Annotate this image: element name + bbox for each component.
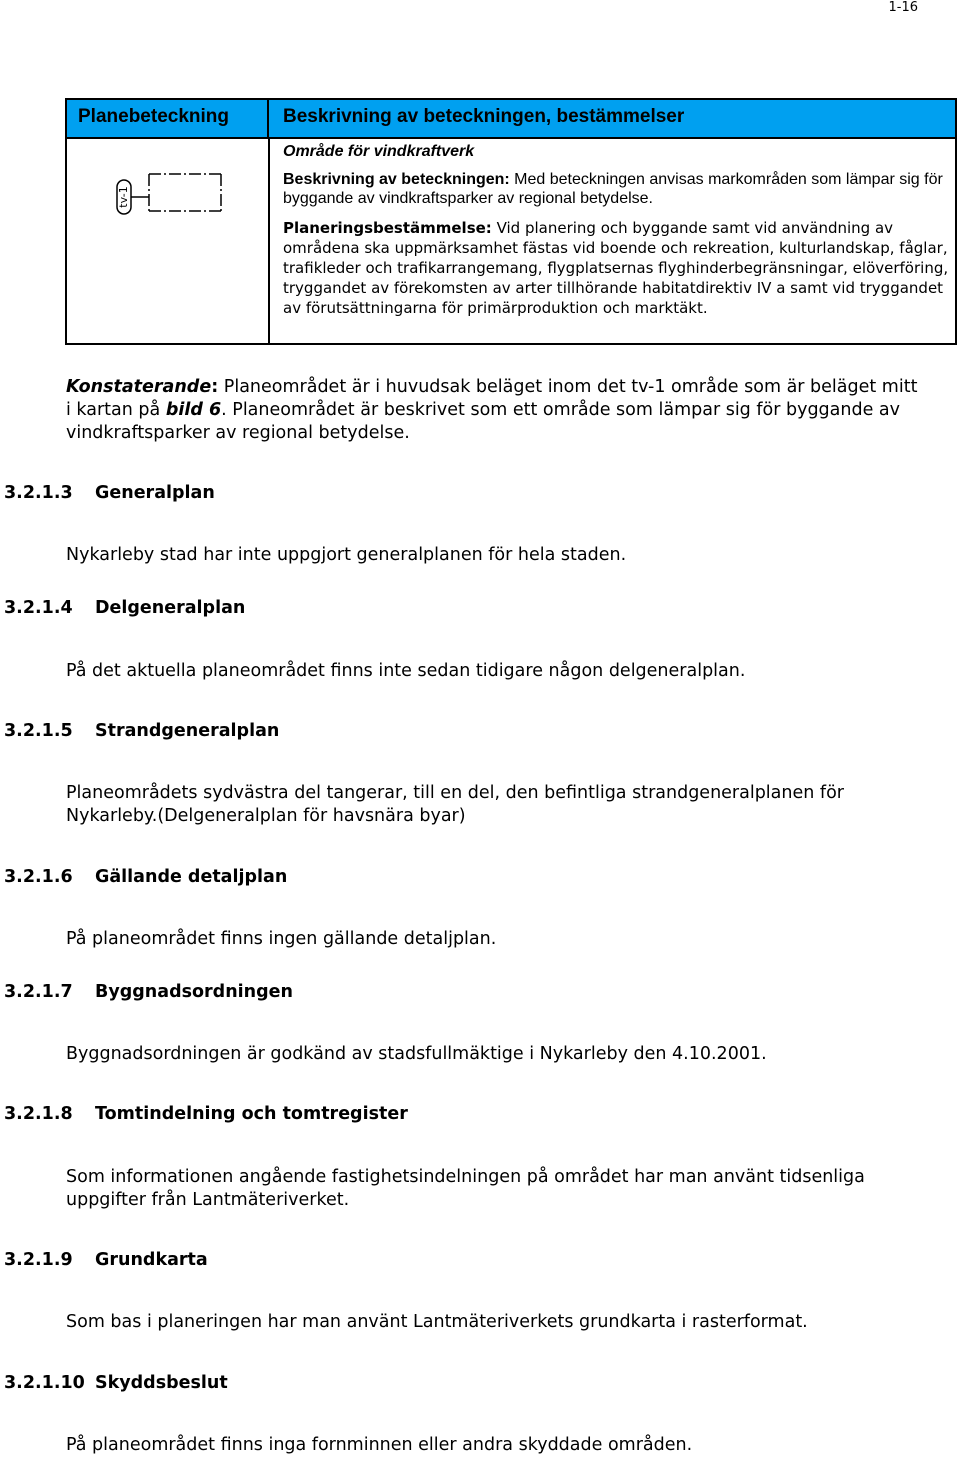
header-divider [67,137,955,139]
section-text: Som informationen angående fastighetsindelningen på området har man använt tidsenliga uppgifter från Lantmäteriverket. [66,1167,865,1210]
table-header-description: Beskrivning av beteckningen, bestämmelser [269,100,955,138]
section-text: Byggnadsordningen är godkänd av stadsfullmäktige i Nykarleby den 4.10.2001. [66,1044,767,1064]
section-text: På planeområdet finns ingen gällande detaljplan. [66,929,497,949]
section-text: Planeområdets sydvästra del tangerar, till en del, den befintliga strandgeneralplanen för Nykarleby.(Delgeneralplan för havsnära byar) [66,783,844,826]
section-heading: 3.2.1.10 Skyddsbeslut [4,1373,228,1393]
section-heading: 3.2.1.9 Grundkarta [4,1250,208,1270]
description-label: Beskrivning av beteckningen: [283,171,510,188]
section-text: Som bas i planeringen har man använt Lantmäteriverkets grundkarta i rasterformat. [66,1312,808,1332]
regulation-text: Vid planering och byggande samt vid användning av områdena ska uppmärksamhet fästas vid boende och rekreation, kulturlandskap, fåglar, trafikleder och trafikarrangemang, flygplatsernas flyghinderbegränsningar, elöverföring, tryggandet av förekomsten av arter tillhörande habitatdirektiv IV a samt vid tryggandet av förutsättningarna för primärproduktion och marktäkt. [283,219,949,317]
symbol-label: tv-1 [117,186,130,208]
regulation-paragraph [283,218,949,318]
table-header-designation: Planebeteckning [67,100,269,138]
regulation-label: Planeringsbestämmelse: [283,219,492,237]
section-heading: 3.2.1.4 Delgeneralplan [4,598,246,618]
area-title: Område för vindkraftverk [283,143,475,160]
description-text: Med beteckningen anvisas markområden som lämpar sig för byggande av vindkraftsparker av regional betydelse. [283,171,943,207]
section-heading: 3.2.1.8 Tomtindelning och tomtregister [4,1104,408,1124]
page-number: 1-16 [888,0,918,15]
section-text: Nykarleby stad har inte uppgjort generalplanen för hela staden. [66,545,627,565]
section-heading: 3.2.1.7 Byggnadsordningen [4,982,293,1002]
section-text: På planeområdet finns inga fornminnen eller andra skyddade områden. [66,1435,693,1455]
description-paragraph [283,170,949,208]
designation-description-cell [283,140,949,318]
plan-designation-table [65,98,957,345]
tv-1-plan-symbol [113,170,225,220]
image-reference: bild 6 [165,400,222,420]
konstaterande-label: Konstaterande [66,377,212,397]
section-heading: 3.2.1.5 Strandgeneralplan [4,721,280,741]
section-text: På det aktuella planeområdet finns inte sedan tidigare någon delgeneralplan. [66,661,746,681]
column-divider [268,137,270,343]
konstaterande-paragraph: Konstaterande: Planeområdet är i huvudsak beläget inom det tv-1 område som är beläget mitt i kartan på bild 6. Planeområdet är beskrivet som ett område som lämpar sig för byggande av vindkraftsparker av regional betydelse. [66,377,918,443]
section-heading: 3.2.1.6 Gällande detaljplan [4,867,288,887]
section-heading: 3.2.1.3 Generalplan [4,483,215,503]
